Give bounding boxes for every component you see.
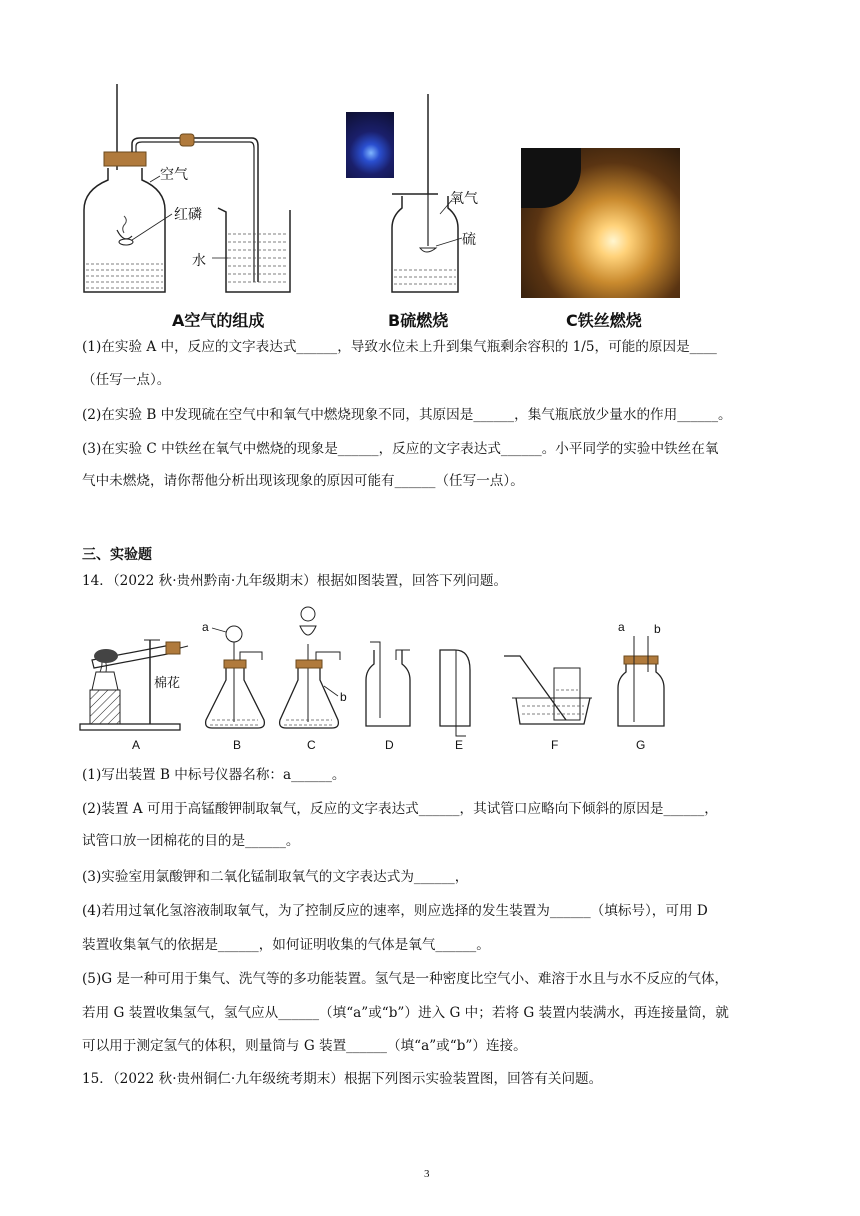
q14-part2-line1: (2)装置 A 可用于高锰酸钾制取氧气，反应的文字表达式______，其试管口应略向下倾斜的原因是______， bbox=[82, 801, 718, 817]
apparatus-label-b: B bbox=[233, 738, 242, 752]
q13-part3-line2: 气中未燃烧，请你帮他分析出现该现象的原因可能有______（任写一点）。 bbox=[82, 473, 524, 489]
section-heading: 三、实验题 bbox=[82, 547, 152, 563]
q14-part4-line1: (4)若用过氧化氢溶液制取氧气，为了控制反应的速率，则应选择的发生装置为______（填标号），可用 D bbox=[82, 903, 708, 919]
label-sulfur: 硫 bbox=[462, 232, 476, 248]
apparatus-label-a: A bbox=[132, 738, 141, 752]
caption-b: B硫燃烧 bbox=[388, 311, 449, 330]
label-b-a: a bbox=[202, 620, 209, 634]
apparatus-label-g: G bbox=[636, 738, 646, 752]
q13-part2: (2)在实验 B 中发现硫在空气中和氧气中燃烧现象不同，其原因是______，集气瓶底放少量水的作用______。 bbox=[82, 407, 732, 423]
page-number: 3 bbox=[424, 1168, 430, 1180]
apparatus-label-f: F bbox=[551, 738, 559, 752]
label-water: 水 bbox=[192, 253, 206, 269]
q13-part3-line1: (3)在实验 C 中铁丝在氧气中燃烧的现象是______，反应的文字表达式______。小平同学的实验中铁丝在氧 bbox=[82, 441, 719, 457]
q13-part1-line2: （任写一点）。 bbox=[82, 372, 171, 388]
apparatus-label-d: D bbox=[385, 738, 394, 752]
q14-part5-line3: 可以用于测定氢气的体积，则量筒与 G 装置______（填“a”或“b”）连接。 bbox=[82, 1038, 527, 1054]
caption-c: C铁丝燃烧 bbox=[566, 311, 642, 330]
label-c-b: b bbox=[340, 690, 347, 704]
caption-a: A空气的组成 bbox=[172, 311, 265, 330]
label-air: 空气 bbox=[160, 167, 188, 183]
apparatus-label-c: C bbox=[307, 738, 316, 752]
apparatus-label-e: E bbox=[455, 738, 464, 752]
label-g-a: a bbox=[618, 620, 625, 634]
q14-part4-line2: 装置收集氧气的依据是______，如何证明收集的气体是氧气______。 bbox=[82, 937, 490, 953]
label-red-phosphorus: 红磷 bbox=[174, 207, 202, 223]
q14-part1: (1)写出装置 B 中标号仪器名称：a______。 bbox=[82, 767, 346, 783]
q13-part1-line1: (1)在实验 A 中，反应的文字表达式______，导致水位未上升到集气瓶剩余容积的 1/5，可能的原因是____ bbox=[82, 339, 717, 355]
label-cotton: 棉花 bbox=[154, 676, 181, 691]
label-g-b: b bbox=[654, 622, 661, 636]
q14-part2-line2: 试管口放一团棉花的目的是______。 bbox=[82, 833, 300, 849]
q14-part3: (3)实验室用氯酸钾和二氧化锰制取氧气的文字表达式为______， bbox=[82, 869, 469, 885]
q14-part5-line1: (5)G 是一种可用于集气、洗气等的多功能装置。氢气是一种密度比空气小、难溶于水且与水不反应的气体， bbox=[82, 971, 729, 987]
q14-intro: 14．（2022 秋·贵州黔南·九年级期末）根据如图装置，回答下列问题。 bbox=[82, 573, 508, 589]
q15-intro: 15．（2022 秋·贵州铜仁·九年级统考期末）根据下列图示实验装置图，回答有关问题。 bbox=[82, 1071, 603, 1087]
label-oxygen: 氧气 bbox=[450, 191, 478, 207]
q14-part5-line2: 若用 G 装置收集氢气，氢气应从______（填“a”或“b”）进入 G 中；若将 G 装置内装满水，再连接量筒，就 bbox=[82, 1005, 729, 1021]
